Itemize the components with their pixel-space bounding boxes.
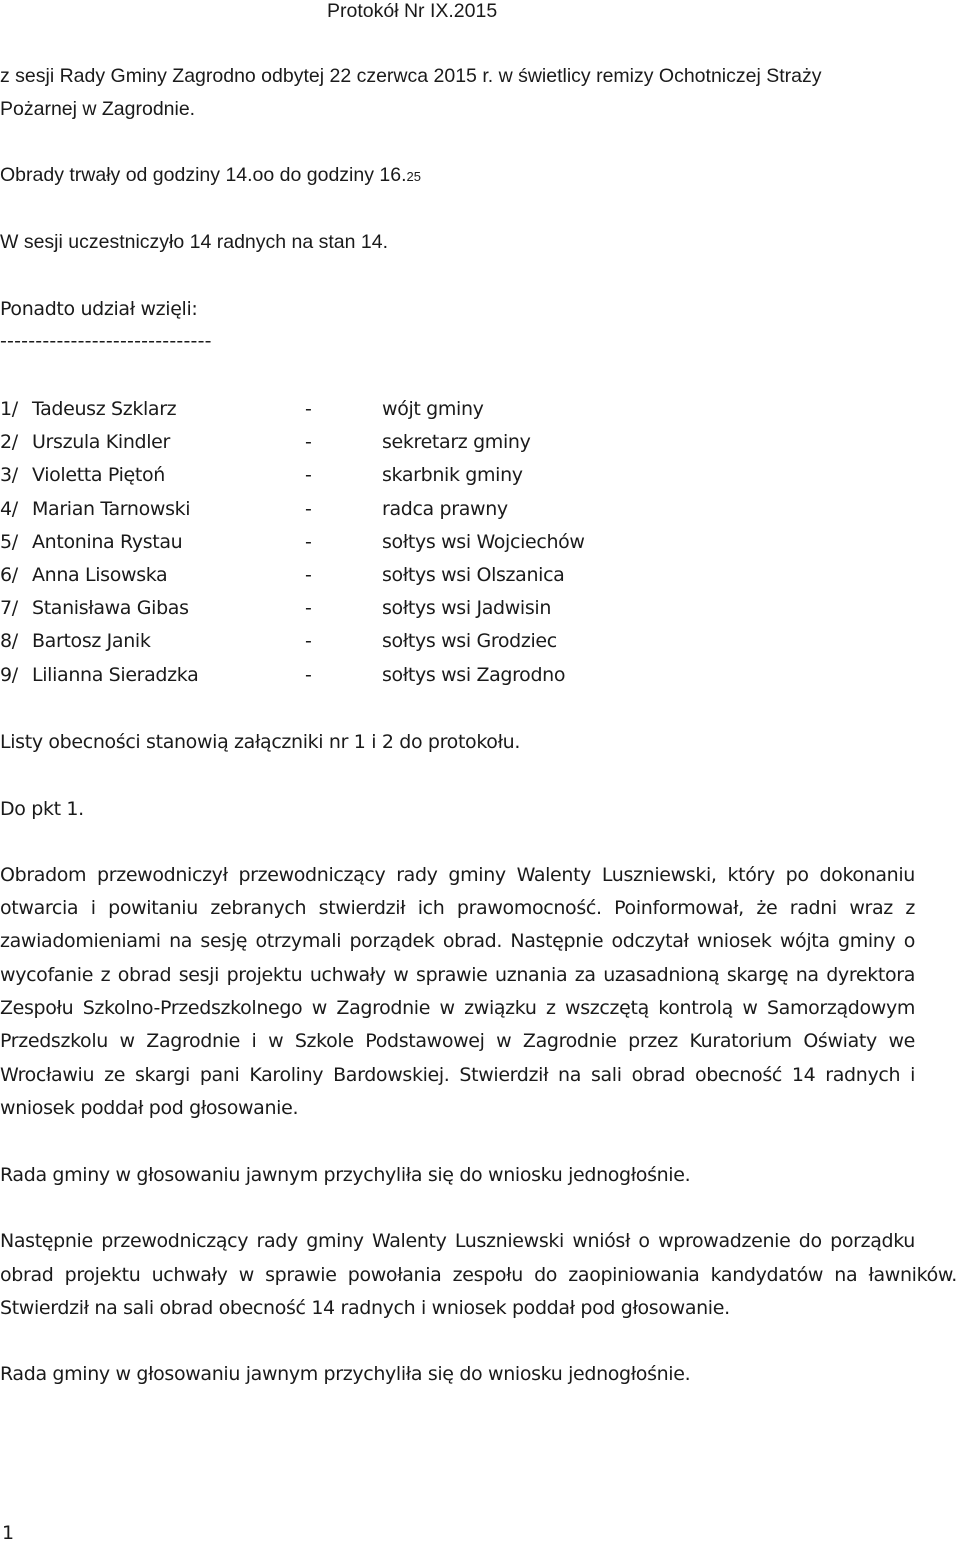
participant-row	[0, 666, 700, 690]
paragraph-line: Obradom przewodniczył przewodniczący rady gminy Walenty Luszniewski, który po dokonaniu	[0, 864, 915, 886]
paragraph-line: zawiadomieniami na sesję otrzymali porządek obrad. Następnie odczytał wniosek wójta gminy o	[0, 930, 915, 952]
participant-name: Lilianna Sieradzka	[32, 664, 199, 686]
participant-dash: -	[305, 464, 312, 486]
participant-name: Bartosz Janik	[32, 630, 151, 652]
paragraph-line: Wrocławiu ze skargi pani Karoliny Bardowskiej. Stwierdził na sali obrad obecność 14 radnych i	[0, 1064, 915, 1086]
participant-dash: -	[305, 431, 312, 453]
participant-name: Urszula Kindler	[32, 431, 170, 453]
participant-number: 7/	[0, 597, 18, 619]
session-hours	[0, 166, 421, 186]
participant-row	[0, 566, 700, 590]
participant-number: 6/	[0, 564, 18, 586]
session-hours-text: Obrady trwały od godziny 14.oo do godziny 16.	[0, 164, 407, 186]
participant-row	[0, 400, 700, 424]
participant-role: radca prawny	[382, 498, 508, 520]
paragraph-line: Stwierdził na sali obrad obecność 14 radnych i wniosek poddał pod głosowanie.	[0, 1297, 730, 1319]
paragraph-line: wniosek poddał pod głosowanie.	[0, 1097, 299, 1119]
protocol-title: Protokół Nr IX.2015	[327, 0, 498, 22]
participant-number: 1/	[0, 398, 18, 420]
participant-role: sołtys wsi Wojciechów	[382, 531, 585, 553]
vote-result-2: Rada gminy w głosowaniu jawnym przychyliła się do wniosku jednogłośnie.	[0, 1363, 691, 1385]
paragraph-line: wycofanie z obrad sesji projektu uchwały w sprawie uznania za uzasadnioną skargę na dyrektora	[0, 964, 915, 986]
participant-role: sołtys wsi Olszanica	[382, 564, 565, 586]
attendance-lists-note: Listy obecności stanowią załączniki nr 1 i 2 do protokołu.	[0, 731, 521, 753]
participant-role: sołtys wsi Grodziec	[382, 630, 557, 652]
participant-row	[0, 533, 700, 557]
participant-role: skarbnik gminy	[382, 464, 523, 486]
participant-dash: -	[305, 597, 312, 619]
participant-role: sołtys wsi Zagrodno	[382, 664, 566, 686]
participant-role: sołtys wsi Jadwisin	[382, 597, 552, 619]
participant-number: 4/	[0, 498, 18, 520]
participant-row	[0, 433, 700, 457]
participant-dash: -	[305, 398, 312, 420]
attendance-line: W sesji uczestniczyło 14 radnych na stan 14.	[0, 231, 389, 253]
paragraph-line: otwarcia i powitaniu zebranych stwierdził ich prawomocność. Poinformował, że radni wraz z	[0, 897, 915, 919]
participant-name: Anna Lisowska	[32, 564, 168, 586]
participant-dash: -	[305, 664, 312, 686]
participant-number: 9/	[0, 664, 18, 686]
participants-heading: Ponadto udział wzięli:	[0, 298, 198, 320]
participant-name: Marian Tarnowski	[32, 498, 191, 520]
participant-role: wójt gminy	[382, 398, 484, 420]
participant-row	[0, 500, 700, 524]
participant-number: 3/	[0, 464, 18, 486]
paragraph-line: obrad projektu uchwały w sprawie powołania zespołu do zaopiniowania kandydatów na ławników.	[0, 1264, 957, 1286]
vote-result-1: Rada gminy w głosowaniu jawnym przychyliła się do wniosku jednogłośnie.	[0, 1164, 691, 1186]
participant-name: Antonina Rystau	[32, 531, 183, 553]
participant-row	[0, 632, 700, 656]
intro-line-2: Pożarnej w Zagrodnie.	[0, 98, 196, 120]
paragraph-line: Następnie przewodniczący rady gminy Walenty Luszniewski wniósł o wprowadzenie do porządku	[0, 1230, 915, 1252]
participant-number: 8/	[0, 630, 18, 652]
participant-dash: -	[305, 630, 312, 652]
participant-name: Violetta Piętoń	[32, 464, 165, 486]
paragraph-line: Zespołu Szkolno-Przedszkolnego w Zagrodnie w związku z wszczętą kontrolą w Samorządowym	[0, 997, 915, 1019]
participants-underline: ------------------------------	[0, 330, 212, 352]
participant-number: 2/	[0, 431, 18, 453]
page-number: 1	[2, 1522, 14, 1544]
participant-row	[0, 599, 700, 623]
participant-row	[0, 466, 700, 490]
session-hours-minutes: 25	[406, 169, 421, 184]
participant-dash: -	[305, 531, 312, 553]
participant-dash: -	[305, 498, 312, 520]
point-1-heading: Do pkt 1.	[0, 798, 84, 820]
intro-line-1: z sesji Rady Gminy Zagrodno odbytej 22 czerwca 2015 r. w świetlicy remizy Ochotniczej Straży	[0, 65, 822, 87]
participant-name: Stanisława Gibas	[32, 597, 189, 619]
participant-number: 5/	[0, 531, 18, 553]
participant-role: sekretarz gminy	[382, 431, 531, 453]
participant-name: Tadeusz Szklarz	[32, 398, 177, 420]
participant-dash: -	[305, 564, 312, 586]
paragraph-line: Przedszkolu w Zagrodnie i w Szkole Podstawowej w Zagrodnie przez Kuratorium Oświaty we	[0, 1030, 915, 1052]
